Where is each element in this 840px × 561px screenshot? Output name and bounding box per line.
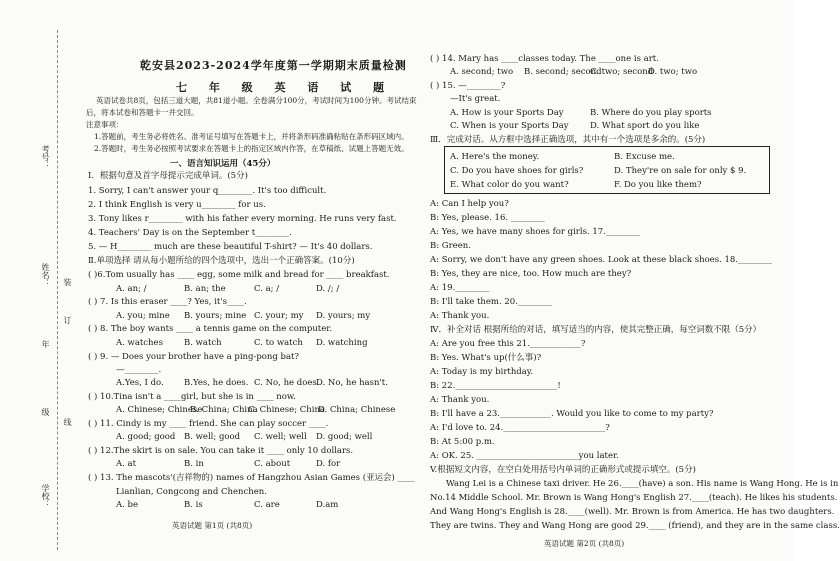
box-option-c: C. Do you have shoes for girls? (450, 166, 584, 176)
q14-option-c: C. two; second (590, 67, 654, 77)
q12-option-b: B. in (184, 459, 204, 469)
dialog-2-line-2: B: Yes. What's up(什么事)? (430, 353, 542, 363)
dialog-2-line-6: B: I'll have a 23.____________. Would you like to come to my party? (430, 409, 714, 419)
question-15: ( ) 15. —________? (430, 81, 506, 91)
dialog-1-line-9: A: Thank you. (430, 311, 490, 321)
dialog-2-line-7: A: I'd love to. 24.________________________? (430, 423, 610, 433)
fold-char-1: 装 (63, 278, 72, 286)
q14-option-a: A. second; two (450, 67, 514, 77)
question-13: ( ) 13. The mascots'(吉祥物的) names of Hangzhou Asian Games (亚运会) ____ (88, 473, 415, 483)
class-label: 年 (41, 340, 50, 348)
section-1-heading: 一、语言知识运用（45分） (170, 159, 276, 169)
q7-option-a: A. you; mine (116, 311, 170, 321)
dialog-1-line-6: B: Yes, they are nice, too. How much are they? (430, 269, 632, 279)
q6-option-a: A. an; / (116, 284, 147, 294)
exam-title: 乾安县2023-2024学年度第一学期期末质量检测 (140, 59, 407, 72)
school-label: 学校： (41, 484, 50, 508)
box-option-b: B. Excuse me. (614, 152, 675, 162)
name-label: 姓名： (41, 263, 50, 287)
dialog-2-line-3: A: Today is my birthday. (430, 367, 534, 377)
dialog-1-line-8: B: I'll take them. 20.________ (430, 297, 552, 307)
q12-option-d: D. for (316, 459, 341, 469)
q13-option-c: C. are (254, 500, 280, 510)
dialog-1-line-4: B: Green. (430, 241, 471, 251)
box-option-a: A. Here's the money. (450, 152, 540, 162)
q6-option-d: D. /; / (316, 284, 340, 294)
q11-option-a: A. good; good (116, 432, 176, 442)
q6-option-b: B. an; the (184, 284, 226, 294)
q15-option-c: C. When is your Sports Day (450, 121, 569, 131)
dialog-2-line-5: A: Thank you. (430, 395, 490, 405)
intro-line-1: 英语试卷共8页，包括三道大题，共81道小题。全卷满分100分，考试时间为100分钟。考试结束 (96, 96, 417, 105)
q13-option-b: B. is (184, 500, 203, 510)
q13-option-a: A. be (116, 500, 139, 510)
box-option-f: F. Do you like them? (614, 180, 702, 190)
q9-option-a: A.Yes, I do. (116, 378, 164, 388)
q15-option-d: D. What sport do you like (590, 121, 700, 131)
q14-option-b: B. second; second (524, 67, 602, 77)
passage-line-4: They are twins. They and Wang Hong are good 29.____ (friend), and they are in the same class. (430, 521, 840, 531)
q12-option-a: A. at (116, 459, 137, 469)
q11-option-d: D. good; well (316, 432, 373, 442)
q10-option-c: C. Chinese; China (248, 405, 326, 415)
part-3-heading: Ⅲ．完成对话。从方框中选择正确选项，其中有一个选项是多余的。(5分) (430, 135, 706, 145)
part-1-heading: Ⅰ．根据句意及首字母提示完成单词。(5分) (88, 171, 248, 181)
q12-option-c: C. about (254, 459, 291, 469)
q9-option-b: B.Yes, he does. (184, 378, 249, 388)
question-13-cont: Lianlian, Congcong and Chenchen. (116, 487, 267, 497)
dialog-2-line-8: B: At 5:00 p.m. (430, 437, 495, 447)
left-page-footer: 英语试题 第1页 (共8页) (172, 521, 253, 530)
q11-option-c: C. well; well (254, 432, 307, 442)
q6-option-c: C. a; / (254, 284, 280, 294)
dialog-1-line-3: A: Yes, we have many shoes for girls. 17.________ (430, 227, 640, 237)
question-1: 1. Sorry, I can't answer your q________. It's too difficult. (88, 186, 327, 196)
dialog-1-line-5: A: Sorry, we don't have any green shoes. Look at these black shoes. 18.________ (430, 255, 772, 265)
intro-line-2: 后，将本试卷和答题卡一并交回。 (86, 108, 199, 117)
question-2: 2. I think English is very u________ for us. (88, 200, 266, 210)
q14-option-d: D. two; two (648, 67, 698, 77)
part-2-heading: Ⅱ.单项选择 请从每小题所给的四个选项中，选出一个正确答案。(10分) (88, 256, 355, 266)
level-label: 级 (41, 408, 50, 416)
question-4: 4. Teachers' Day is on the September t________. (88, 228, 292, 238)
q7-option-b: B. yours; mine (184, 311, 247, 321)
q10-option-a: A. Chinese; Chinese (116, 405, 203, 415)
exam-number-label: 考号： (41, 145, 50, 169)
q7-option-d: D. yours; my (316, 311, 371, 321)
question-14: ( ) 14. Mary has ____classes today. The ____one is art. (430, 54, 659, 64)
part-4-heading: Ⅳ．补全对话 根据所给的对话，填写适当的内容，使其完整正确，每空词数不限（5分） (430, 325, 762, 335)
q11-option-b: B. well; good (184, 432, 241, 442)
q8-option-d: D. watching (316, 338, 368, 348)
note-2: 2.答题时，考生务必按照考试要求在答题卡上的指定区域内作答，在草稿纸、试题上答题无效。 (94, 144, 409, 153)
q9-option-c: C. No, he does. (254, 378, 320, 388)
q13-option-d: D.am (316, 500, 339, 510)
dialog-1-line-7: A: 19.________ (430, 283, 490, 293)
question-11: ( ) 11. Cindy is my ____ friend. She can play soccer ____. (88, 419, 329, 429)
question-9-reply: —________. (116, 365, 162, 375)
question-10: ( ) 10.Tina isn't a ____girl, but she is in ____ now. (88, 392, 296, 402)
question-3: 3. Tony likes r________ with his father every morning. He runs very fast. (88, 214, 397, 224)
dialog-2-line-1: A: Are you free this 21.____________? (430, 339, 586, 349)
question-6: ( )6.Tom usually has ____ egg, some milk and bread for ____ breakfast. (88, 270, 390, 280)
fold-dashed-line (57, 30, 58, 550)
question-5: 5. — H________ much are these beautiful T-shirt? — It's 40 dollars. (88, 242, 373, 252)
q8-option-a: A. watches (116, 338, 163, 348)
q10-option-b: B. China; China (190, 405, 258, 415)
q15-option-a: A. How is your Sports Day (450, 108, 564, 118)
question-7: ( ) 7. Is this eraser ____? Yes, it's____. (88, 297, 247, 307)
q7-option-c: C. your; my (254, 311, 304, 321)
dialog-1-line-2: B: Yes, please. 16. ________ (430, 213, 545, 223)
box-option-e: E. What color do you want? (450, 180, 569, 190)
passage-line-2: No.14 Middle School. Mr. Brown is Wang Hong's English 27.____(teach). He likes his students. (430, 493, 838, 503)
exam-subtitle: 七 年 级 英 语 试 题 (176, 81, 393, 94)
note-1: 1.答题前，考生务必将姓名、准考证号填写在答题卡上，并将条形码准确粘贴在条形码区域内。 (94, 132, 409, 141)
question-12: ( ) 12.The skirt is on sale. You can take it ____ only 10 dollars. (88, 446, 354, 456)
dialog-2-line-9: A: OK. 25. ________________________you later. (430, 451, 619, 461)
passage-line-1: Wang Lei is a Chinese taxi driver. He 26.____(have) a son. His name is Wang Hong. He is in (446, 479, 839, 489)
question-8: ( ) 8. The boy wants ____ a tennis game on the computer. (88, 324, 333, 334)
right-page-footer: 英语试题 第2页 (共8页) (544, 539, 625, 548)
question-15-reply: —It's great. (450, 94, 501, 104)
q10-option-d: D. China; Chinese (318, 405, 396, 415)
part-5-heading: V.根据短文内容，在空白处用括号内单词的正确形式或提示填空。(5分) (430, 465, 696, 475)
dialog-2-line-4: B: 22.________________________! (430, 381, 561, 391)
q8-option-c: C. to watch (254, 338, 303, 348)
notes-heading: 注意事项： (86, 120, 124, 129)
q8-option-b: B. watch (184, 338, 222, 348)
fold-char-2: 订 (63, 316, 72, 324)
q15-option-b: B. Where do you play sports (590, 108, 712, 118)
passage-line-3: And Wang Hong's English is 28.____(well). Mr. Brown is from America. He has two daughters. (430, 507, 835, 517)
q9-option-d: D. No, he hasn't. (316, 378, 388, 388)
dialog-1-line-1: A: Can I help you? (430, 199, 509, 209)
question-9: ( ) 9. — Does your brother have a ping-pong bat? (88, 352, 299, 362)
fold-char-3: 线 (63, 418, 72, 426)
box-option-d: D. They're on sale for only $ 9. (614, 166, 747, 176)
